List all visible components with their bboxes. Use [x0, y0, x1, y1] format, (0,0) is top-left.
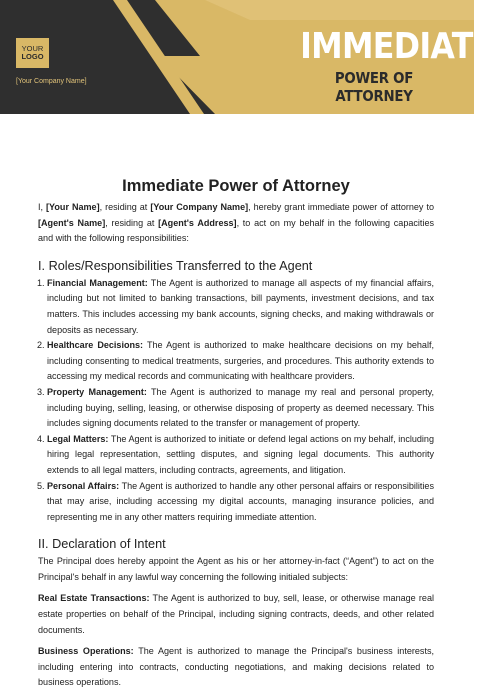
item-text: The Agent is authorized to buy, sell, lease, or otherwise manage real estate properties on behalf of the Principal, including signing contracts, deeds, and other related documents. — [38, 593, 434, 635]
list-item — [47, 385, 434, 432]
intro-text: , residing at — [105, 217, 159, 228]
light-shade-shape — [205, 0, 474, 20]
item-label: Financial Management: — [47, 277, 148, 288]
section-heading-declaration: II. Declaration of Intent — [38, 537, 166, 552]
item-label: Healthcare Decisions: — [47, 340, 144, 351]
intro-paragraph — [38, 200, 434, 247]
item-text: The Agent is authorized to handle any other personal affairs or responsibilities that may arise, including accessing my digital accounts, managing insurance policies, and representing me in any other matters requiring immediate attention. — [47, 480, 434, 522]
responsibilities-list — [38, 276, 434, 526]
list-item — [47, 338, 434, 385]
principal-name-placeholder: [Your Name] — [46, 202, 100, 212]
logo-line-1: YOUR — [21, 44, 44, 53]
principal-address-placeholder: [Your Company Name] — [150, 202, 249, 212]
item-text: The Agent is authorized to manage all aspects of my financial affairs, including but not limited to banking transactions, bill payments, investment decisions, and tax matters. This includes accessing my bank accounts, signing checks, and making withdrawals or deposits as necessary. — [47, 277, 434, 335]
intro-text: , hereby grant immediate power of attorney to — [248, 202, 434, 212]
logo-line-2: LOGO — [21, 52, 44, 61]
hero-title: IMMEDIATE — [300, 26, 494, 67]
declaration-intro: The Principal does hereby appoint the Agent as his or her attorney-in-fact (“Agent”) to act on the Principal's behalf in any lawful way concerning the following initialed subjects: — [38, 556, 434, 582]
intro-text: , residing at — [99, 202, 151, 212]
declaration-item — [38, 591, 434, 638]
company-name: [Your Company Name] — [16, 78, 87, 85]
declaration-item — [38, 644, 434, 691]
item-text: The Agent is authorized to make healthcare decisions on my behalf, including consenting to medical treatments, surgeries, and procedures. This authority extends to accessing my medical records and communicating with healthcare providers. — [47, 340, 434, 382]
item-label: Legal Matters: — [47, 433, 109, 444]
item-text: The Agent is authorized to manage the Principal's business interests, including entering into contracts, conducting negotiations, and making decisions related to business operations. — [38, 646, 435, 688]
agent-name-placeholder: [Agent's Name] — [38, 217, 106, 228]
intro-text: I, — [38, 202, 47, 212]
item-label: Property Management: — [47, 386, 147, 397]
list-item — [47, 276, 434, 338]
intro-text: , to act on my behalf in the following capacities and with the following responsibilities: — [38, 217, 435, 244]
hero-subtitle: POWER OF ATTORNEY — [334, 69, 414, 105]
document-header — [0, 0, 494, 114]
list-item — [47, 479, 434, 526]
item-text: The Agent is authorized to manage my real and personal property, including buying, selling, leasing, or otherwise disposing of property as deemed necessary. This includes signing documents related to the transfer or management of property. — [47, 386, 434, 429]
company-logo — [16, 38, 49, 68]
item-label: Business Operations: — [38, 646, 134, 657]
document-title: Immediate Power of Attorney — [122, 177, 350, 195]
section-heading-responsibilities: I. Roles/Responsibilities Transferred to the Agent — [38, 258, 313, 273]
item-text: The Agent is authorized to initiate or defend legal actions on my behalf, including hiring legal representation, settling disputes, and signing legal documents. This authority extends to all legal matters, including contracts, agreements, and litigation. — [47, 433, 434, 475]
document-body — [38, 176, 434, 691]
item-label: Personal Affairs: — [47, 480, 120, 491]
agent-address-placeholder: [Agent's Address] — [158, 217, 237, 228]
item-label: Real Estate Transactions: — [38, 593, 150, 604]
list-item — [47, 432, 434, 479]
